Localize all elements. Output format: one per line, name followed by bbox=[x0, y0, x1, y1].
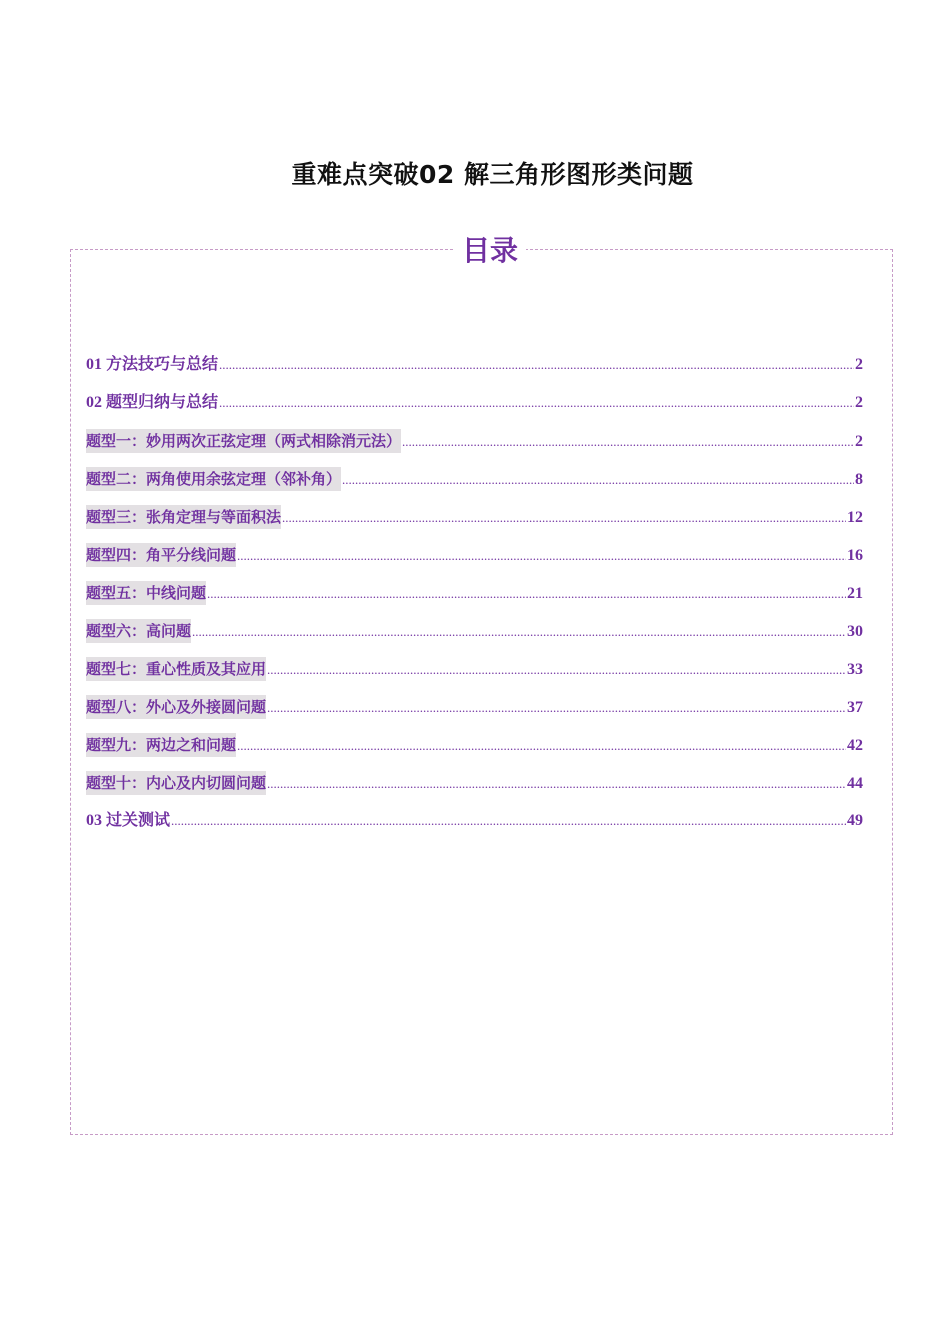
toc-entry-page: 8 bbox=[855, 471, 863, 488]
toc-entry-page: 37 bbox=[847, 699, 863, 716]
toc-dot-leader bbox=[267, 696, 846, 720]
toc-entry[interactable] bbox=[86, 429, 863, 467]
toc-dot-leader bbox=[237, 544, 846, 568]
toc-entry-page: 44 bbox=[847, 775, 863, 792]
toc-entry[interactable] bbox=[86, 619, 863, 657]
toc-dot-leader bbox=[219, 353, 854, 377]
toc-entry-page: 49 bbox=[847, 812, 863, 829]
document-title: 重难点突破02 解三角形图形类问题 bbox=[291, 160, 694, 189]
toc-entry-page: 33 bbox=[847, 661, 863, 678]
toc-entry[interactable] bbox=[86, 809, 863, 847]
toc-entry-page: 21 bbox=[847, 585, 863, 602]
toc-dot-leader bbox=[267, 658, 846, 682]
toc-entry-label: 题型一：妙用两次正弦定理（两式相除消元法） bbox=[86, 429, 401, 453]
toc-entry[interactable] bbox=[86, 467, 863, 505]
toc-entry-label: 题型三：张角定理与等面积法 bbox=[86, 505, 281, 529]
toc-dot-leader bbox=[207, 582, 846, 606]
toc-entry-label: 题型五：中线问题 bbox=[86, 581, 206, 605]
toc-dot-leader bbox=[192, 620, 846, 644]
toc-entry-page: 2 bbox=[855, 356, 863, 373]
toc-entry-label: 01 方法技巧与总结 bbox=[86, 356, 219, 373]
toc-entry-label: 题型七：重心性质及其应用 bbox=[86, 657, 266, 681]
toc-list bbox=[86, 353, 863, 847]
toc-heading: 目录 bbox=[454, 230, 526, 272]
toc-entry-label: 题型十：内心及内切圆问题 bbox=[86, 771, 266, 795]
toc-entry-page: 16 bbox=[847, 547, 863, 564]
toc-entry-label: 题型六：高问题 bbox=[86, 619, 191, 643]
toc-entry[interactable] bbox=[86, 733, 863, 771]
toc-entry-label: 题型八：外心及外接圆问题 bbox=[86, 695, 266, 719]
toc-entry-page: 42 bbox=[847, 737, 863, 754]
toc-entry-page: 30 bbox=[847, 623, 863, 640]
toc-entry-label: 02 题型归纳与总结 bbox=[86, 394, 219, 411]
toc-entry[interactable] bbox=[86, 505, 863, 543]
toc-dot-leader bbox=[342, 468, 854, 492]
toc-entry[interactable] bbox=[86, 657, 863, 695]
toc-dot-leader bbox=[282, 506, 846, 530]
toc-dot-leader bbox=[267, 772, 846, 796]
toc-entry[interactable] bbox=[86, 543, 863, 581]
toc-entry[interactable] bbox=[86, 391, 863, 429]
toc-dot-leader bbox=[402, 430, 854, 454]
toc-entry-page: 2 bbox=[855, 394, 863, 411]
toc-entry[interactable] bbox=[86, 695, 863, 733]
toc-entry-label: 题型四：角平分线问题 bbox=[86, 543, 236, 567]
toc-entry[interactable] bbox=[86, 771, 863, 809]
toc-entry-page: 12 bbox=[847, 509, 863, 526]
toc-dot-leader bbox=[171, 809, 846, 833]
toc-dot-leader bbox=[237, 734, 846, 758]
toc-entry[interactable] bbox=[86, 581, 863, 619]
toc-entry-label: 题型九：两边之和问题 bbox=[86, 733, 236, 757]
toc-entry-page: 2 bbox=[855, 433, 863, 450]
toc-dot-leader bbox=[219, 391, 854, 415]
toc-entry-label: 题型二：两角使用余弦定理（邻补角） bbox=[86, 467, 341, 491]
toc-entry[interactable] bbox=[86, 353, 863, 391]
toc-entry-label: 03 过关测试 bbox=[86, 812, 171, 829]
